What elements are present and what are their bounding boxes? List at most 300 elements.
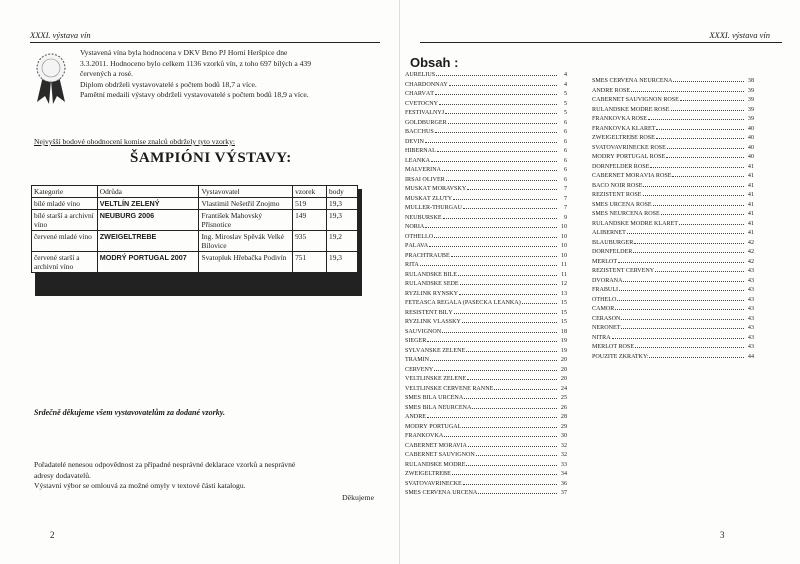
entry-name: SAUVIGNON: [405, 328, 442, 335]
entry-page: 26: [560, 404, 567, 411]
entry-page: 5: [563, 91, 567, 97]
cell-kategorie: bílé starší a archivní víno: [32, 210, 98, 231]
entry-page: 43: [747, 325, 754, 331]
running-head: XXXI. výstava vín: [30, 30, 91, 40]
cell-vzorek: 935: [293, 231, 327, 252]
entry-name: ZWEIGELTREBE ROSÉ: [592, 135, 655, 141]
contents-entry: [592, 97, 754, 107]
entry-page: 6: [563, 176, 567, 183]
entry-name: FETEASCA REGALA (PASECKÁ LEANKA): [405, 300, 521, 306]
entry-page: 41: [747, 173, 754, 179]
page-number: 3: [720, 530, 725, 540]
header-odruda: Odrůda: [97, 186, 199, 198]
contents-entry: [405, 452, 567, 462]
entry-page: 43: [747, 268, 754, 274]
contents-entry: [405, 395, 567, 405]
entry-page: 43: [747, 315, 754, 322]
entry-page: 41: [747, 211, 754, 217]
contents-entry: [592, 297, 754, 307]
entry-page: 18: [560, 328, 567, 335]
entry-page: 12: [560, 281, 567, 287]
dot-leader: [442, 332, 557, 333]
entry-page: 10: [560, 224, 567, 230]
signature: Děkujeme: [342, 493, 375, 502]
entry-name: IRSAI OLIVER: [405, 176, 445, 183]
entry-name: RITA: [405, 262, 419, 268]
dot-leader: [631, 91, 744, 92]
contents-entry: [592, 325, 754, 335]
entry-name: CHARVÁT: [405, 91, 434, 97]
contents-entry: [405, 243, 567, 253]
dot-leader: [435, 132, 557, 133]
dot-leader: [463, 484, 557, 485]
dot-leader: [656, 129, 744, 130]
contents-entry: [405, 72, 567, 82]
dot-leader: [615, 309, 744, 310]
dot-leader: [445, 113, 557, 114]
dot-leader: [648, 119, 744, 120]
entry-name: MUŠKÁT ŽLUTÝ: [405, 195, 453, 202]
contents-entry: [592, 335, 754, 345]
entry-page: 6: [563, 157, 567, 164]
entry-page: 39: [747, 97, 754, 103]
entry-name: LEANKA: [405, 157, 431, 164]
entry-name: HIBERNAL: [405, 148, 436, 154]
dot-leader: [442, 170, 557, 171]
contents-entry: [405, 348, 567, 358]
cell-body: 19,3: [327, 198, 358, 210]
cell-odruda: NEUBURG 2006: [97, 210, 199, 231]
dot-leader: [466, 465, 557, 466]
dot-leader: [462, 427, 557, 428]
entry-page: 10: [560, 233, 567, 240]
entry-name: BACO NOIR ROSÉ: [592, 182, 643, 189]
entry-name: RESISTENT BÍLÝ: [405, 309, 453, 316]
cell-odruda: MODRÝ PORTUGAL 2007: [97, 252, 199, 273]
running-head: XXXI. výstava vín: [709, 30, 770, 40]
contents-entry: [405, 262, 567, 272]
entry-name: MODRÝ PORTUGAL: [405, 423, 462, 430]
entry-name: ČERVENÝ: [405, 366, 434, 373]
dot-leader: [494, 389, 557, 390]
contents-entry: [592, 354, 754, 364]
dot-leader: [451, 256, 557, 257]
cell-vystavovatel: Ing. Miroslav Spěvák Velké Bílovice: [199, 231, 293, 252]
entry-name: CERASON: [592, 315, 621, 322]
dot-leader: [467, 379, 557, 380]
entry-name: RYZLINK VLAŠSKÝ: [405, 319, 461, 325]
intro-line: Diplom obdrželi vystavovatelé s počtem bodů 18,7 a více.: [80, 79, 257, 89]
cell-kategorie: červené mladé víno: [32, 231, 98, 252]
entry-page: 10: [560, 252, 567, 259]
cell-vzorek: 519: [293, 198, 327, 210]
contents-entry: [592, 145, 754, 155]
dot-leader: [436, 75, 557, 76]
contents-entry: [592, 230, 754, 240]
contents-entry: [405, 253, 567, 263]
entry-name: BLAUBURGER: [592, 239, 634, 246]
entry-page: 40: [747, 135, 754, 141]
dot-leader: [454, 313, 557, 314]
contents-entry: [405, 101, 567, 111]
contents-entry: [405, 481, 567, 491]
cell-kategorie: bílé mladé víno: [32, 198, 98, 210]
entry-name: SMĚS ČERVENÁ URČENÁ: [405, 490, 478, 496]
dot-leader: [679, 224, 744, 225]
cell-body: 19,3: [327, 210, 358, 231]
entry-page: 34: [560, 471, 567, 477]
cell-vzorek: 751: [293, 252, 327, 273]
dot-leader: [621, 328, 744, 329]
contents-entry: [592, 316, 754, 326]
cell-vystavovatel: František Mahovský Přísnotice: [199, 210, 293, 231]
contents-entry: [592, 183, 754, 193]
entry-name: NEUBURSKÉ: [405, 214, 442, 221]
dot-leader: [655, 271, 744, 272]
contents-entry: [405, 319, 567, 329]
disclaimer-line: Výstavní výbor se omlouvá za možné omyly v textové části katalogu.: [34, 481, 246, 490]
dot-leader: [439, 104, 557, 105]
contents-entry: [405, 120, 567, 130]
contents-entry: [405, 215, 567, 225]
header-rule: [30, 42, 380, 43]
contents-entry: [592, 240, 754, 250]
entry-name: SVATOVAVŘINECKÉ: [405, 480, 462, 487]
header-rule: [420, 42, 782, 43]
contents-entry: [405, 82, 567, 92]
dot-leader: [635, 347, 744, 348]
dot-leader: [444, 436, 557, 437]
contents-entry: [405, 386, 567, 396]
contents-entry: [405, 291, 567, 301]
contents-entry: [592, 78, 754, 88]
dot-leader: [612, 338, 744, 339]
contents-column-1: [405, 72, 567, 500]
contents-entry: [592, 154, 754, 164]
contents-entry: [592, 192, 754, 202]
best-scores-heading: Nejvyšší bodové ohodnocení komise znalců obdržely tyto vzorky:: [34, 137, 235, 146]
contents-entry: [405, 433, 567, 443]
entry-page: 15: [560, 309, 567, 316]
contents-entry: [592, 126, 754, 136]
contents-entry: [405, 177, 567, 187]
entry-page: 11: [561, 262, 567, 268]
entry-name: REZISTENT ČERVENÝ: [592, 268, 655, 274]
contents-entry: [405, 186, 567, 196]
entry-page: 6: [563, 119, 567, 126]
entry-name: SVATOVAVŘINECKÉ ROSÉ: [592, 144, 666, 151]
entry-name: MÜLLER-THURGAU: [405, 205, 462, 211]
cell-vystavovatel: Vlastimil Nešetřil Znojmo: [199, 198, 293, 210]
dot-leader: [464, 398, 557, 399]
dot-leader: [667, 148, 744, 149]
entry-name: ALIBERNET: [592, 230, 626, 236]
entry-name: FRANKOVKA KLARET: [592, 125, 656, 132]
page-number: 2: [50, 530, 55, 540]
contents-entry: [592, 259, 754, 269]
contents-entry: [592, 135, 754, 145]
entry-name: PRACHTRAUBE: [405, 252, 450, 259]
entry-name: CHARDONNAY: [405, 81, 448, 88]
entry-page: 7: [563, 195, 567, 202]
entry-page: 41: [747, 230, 754, 236]
entry-page: 40: [747, 154, 754, 160]
entry-page: 7: [563, 186, 567, 192]
dot-leader: [437, 151, 557, 152]
entry-name: DVORANA: [592, 277, 623, 284]
contents-entry: [405, 129, 567, 139]
entry-page: 7: [563, 205, 567, 211]
entry-page: 19: [560, 347, 567, 354]
dot-leader: [618, 262, 744, 263]
contents-entry: [405, 167, 567, 177]
entry-name: FESTIVALNYJ: [405, 110, 445, 116]
contents-entry: [592, 306, 754, 316]
header-vystavovatel: Vystavovatel: [199, 186, 293, 198]
dot-leader: [429, 246, 557, 247]
dot-leader: [460, 284, 557, 285]
contents-entry: [405, 91, 567, 101]
entry-name: SIEGER: [405, 338, 427, 344]
dot-leader: [459, 294, 557, 295]
dot-leader: [661, 214, 744, 215]
dot-leader: [633, 252, 744, 253]
entry-page: 40: [747, 125, 754, 132]
dot-leader: [634, 243, 744, 244]
entry-page: 41: [747, 182, 754, 189]
entry-page: 20: [560, 376, 567, 382]
dot-leader: [431, 161, 557, 162]
entry-page: 39: [747, 116, 754, 122]
contents-entry: [405, 300, 567, 310]
contents-entry: [405, 272, 567, 282]
entry-name: ANDRÉ ROSÉ: [592, 87, 631, 94]
entry-name: FRANKOVKA ROSÉ: [592, 116, 648, 122]
contents-entry: [405, 405, 567, 415]
entry-name: SMĚS NEURČENÁ ROSÉ: [592, 211, 660, 217]
entry-page: 4: [563, 72, 567, 78]
dot-leader: [671, 110, 744, 111]
intro-line: Vystavená vína byla hodnocena v DKV Brno PJ Horní Heršpice dne: [80, 48, 288, 57]
champions-title: ŠAMPIÓNI VÝSTAVY:: [130, 150, 292, 166]
entry-page: 32: [560, 452, 567, 458]
entry-page: 39: [747, 87, 754, 94]
dot-leader: [478, 493, 557, 494]
dot-leader: [446, 180, 557, 181]
dot-leader: [420, 265, 557, 266]
contents-entry: [405, 234, 567, 244]
entry-page: 43: [747, 306, 754, 312]
cell-vystavovatel: Svatopluk Hřebačka Podivín: [199, 252, 293, 273]
entry-page: 33: [560, 461, 567, 468]
intro-line: 3.3.2011. Hodnoceno bylo celkem 1136 vzorků vín, z toho 697 bílých a 439: [80, 58, 312, 68]
contents-entry: [405, 424, 567, 434]
dot-leader: [619, 290, 744, 291]
cell-kategorie: červené starší a archivní víno: [32, 252, 98, 273]
entry-name: MERLOT: [592, 258, 618, 265]
entry-page: 43: [747, 287, 754, 293]
disclaimer-line: Pořadatelé nenesou odpovědnost za případné nesprávné deklarace vzorků a nesprávné: [34, 460, 296, 469]
contents-entry: [405, 471, 567, 481]
dot-leader: [673, 81, 744, 82]
entry-page: 5: [563, 110, 567, 116]
dot-leader: [427, 417, 557, 418]
contents-entry: [592, 173, 754, 183]
cell-body: 19,2: [327, 231, 358, 252]
entry-name: FRABULI: [592, 287, 619, 293]
entry-name: MODRÝ PORTUGAL ROSÉ: [592, 154, 666, 160]
entry-page: 6: [563, 167, 567, 173]
entry-name: FRANKOVKA: [405, 433, 444, 439]
table-row: [32, 198, 358, 210]
entry-page: 15: [560, 319, 567, 325]
entry-page: 9: [563, 214, 567, 221]
entry-name: RYZLINK RÝNSKÝ: [405, 290, 458, 297]
entry-page: 42: [747, 258, 754, 265]
contents-entry: [405, 158, 567, 168]
contents-entry: [405, 338, 567, 348]
entry-page: 11: [561, 271, 567, 278]
entry-page: 40: [747, 144, 754, 151]
dot-leader: [435, 94, 557, 95]
cell-body: 19,3: [327, 252, 358, 273]
champions-table: [31, 185, 358, 273]
entry-name: VELTLÍNSKÉ ČERVENÉ RANNÉ: [405, 385, 494, 392]
cell-vzorek: 149: [293, 210, 327, 231]
contents-entry: [405, 376, 567, 386]
dot-leader: [462, 322, 557, 323]
dot-leader: [627, 233, 744, 234]
entry-name: RULANDSKÉ MODRÉ ROSÉ: [592, 106, 670, 113]
entry-page: 13: [560, 290, 567, 297]
dot-leader: [621, 319, 744, 320]
entry-name: RULANDSKÉ MODRÉ: [405, 461, 466, 468]
entry-page: 5: [563, 100, 567, 107]
contents-entry: [405, 148, 567, 158]
dot-leader: [427, 341, 557, 342]
entry-name: MUŠKÁT MORAVSKÝ: [405, 186, 467, 192]
cell-odruda: ZWEIGELTREBE: [97, 231, 199, 252]
entry-name: VELTLÍNSKÉ ZELENÉ: [405, 376, 467, 382]
dot-leader: [434, 237, 557, 238]
entry-page: 41: [747, 192, 754, 198]
dot-leader: [643, 195, 745, 196]
dot-leader: [472, 408, 557, 409]
entry-name: OTHELO: [592, 296, 617, 303]
dot-leader: [468, 446, 557, 447]
contents-entry: [405, 462, 567, 472]
dot-leader: [649, 357, 744, 358]
entry-name: BACCHUS: [405, 129, 434, 135]
entry-page: 41: [747, 220, 754, 227]
entry-name: SMĚS BÍLÁ URČENÁ: [405, 395, 464, 401]
entry-name: SMĚS BÍLÁ NEURČENÁ: [405, 404, 472, 411]
contents-entry: [592, 278, 754, 288]
entry-name: AURELIUS: [405, 72, 436, 78]
entry-name: CABERNET SAUVIGNON ROSÉ: [592, 97, 679, 103]
dot-leader: [458, 275, 557, 276]
dot-leader: [425, 142, 557, 143]
contents-entry: [592, 107, 754, 117]
entry-name: CABERNET MORAVIA: [405, 442, 467, 449]
thanks-note: Srdečně děkujeme všem vystavovatelům za dodané vzorky.: [34, 408, 225, 417]
entry-name: NERONET: [592, 325, 621, 331]
contents-entry: [405, 224, 567, 234]
contents-entry: [405, 357, 567, 367]
entry-page: 15: [560, 300, 567, 306]
dot-leader: [680, 100, 744, 101]
entry-name: SMĚS URČENÁ ROSÉ: [592, 201, 652, 208]
dot-leader: [434, 370, 557, 371]
contents-entry: [405, 196, 567, 206]
contents-title: Obsah :: [410, 55, 459, 70]
dot-leader: [466, 351, 557, 352]
contents-entry: [405, 367, 567, 377]
dot-leader: [476, 455, 557, 456]
contents-entry: [405, 205, 567, 215]
header-body: body: [327, 186, 358, 198]
entry-page: 28: [560, 414, 567, 420]
entry-name: NITRA: [592, 334, 611, 341]
intro-line: červených a rosé.: [80, 69, 133, 78]
contents-entry: [405, 139, 567, 149]
cell-odruda: VELTLÍN ZELENÝ: [97, 198, 199, 210]
table-row: [32, 252, 358, 273]
entry-name: ANDRÉ: [405, 414, 426, 420]
entry-name: CAMOR: [592, 306, 615, 312]
intro-line: Pamětní medaili výstavy obdrželi vystavovatelé s počtem bodů 18,9 a více.: [80, 90, 309, 99]
entry-name: MERLOT ROSÉ: [592, 344, 635, 350]
right-page: [400, 0, 800, 564]
entry-page: 6: [563, 129, 567, 135]
contents-entry: [405, 281, 567, 291]
dot-leader: [430, 360, 557, 361]
entry-page: 30: [560, 433, 567, 439]
contents-entry: [405, 443, 567, 453]
entry-page: 38: [747, 78, 754, 84]
entry-name: DĚVÍN: [405, 138, 424, 145]
dot-leader: [623, 281, 744, 282]
entry-page: 19: [560, 338, 567, 344]
dot-leader: [617, 300, 744, 301]
entry-page: 43: [747, 334, 754, 341]
contents-entry: [592, 249, 754, 259]
entry-page: 41: [747, 201, 754, 208]
dot-leader: [522, 303, 557, 304]
entry-name: POUŽITÉ ZKRATKY:: [592, 353, 649, 360]
contents-entry: [405, 490, 567, 500]
contents-column-2: [592, 78, 754, 363]
entry-name: ZWEIGELTREBE: [405, 471, 451, 477]
contents-entry: [405, 329, 567, 339]
entry-name: CABERNET MORÁVIA ROSÉ: [592, 173, 672, 179]
dot-leader: [653, 205, 744, 206]
entry-name: OTHELLO: [405, 233, 434, 240]
entry-page: 43: [747, 344, 754, 350]
dot-leader: [467, 189, 557, 190]
entry-name: REZISTENT ROSÉ: [592, 192, 642, 198]
dot-leader: [656, 138, 744, 139]
entry-page: 24: [560, 385, 567, 392]
entry-page: 6: [563, 138, 567, 145]
entry-page: 25: [560, 395, 567, 401]
dot-leader: [463, 208, 557, 209]
evaluation-intro: [80, 48, 380, 101]
contents-entry: [592, 344, 754, 354]
table-header-row: [32, 186, 358, 198]
contents-entry: [592, 202, 754, 212]
disclaimer-line: adresy dodavatelů.: [34, 470, 91, 480]
